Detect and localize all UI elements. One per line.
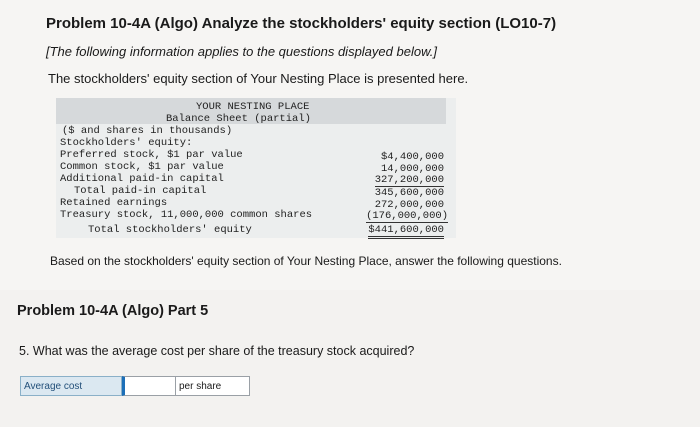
- row-label: Total paid-in capital: [74, 185, 207, 197]
- row-amount: 14,000,000: [380, 163, 444, 175]
- average-cost-label: Average cost: [20, 376, 122, 396]
- row-amount: 345,600,000: [374, 187, 444, 199]
- problem-title: Problem 10-4A (Algo) Analyze the stockholders' equity section (LO10-7): [46, 15, 557, 32]
- row-amount: 327,200,000: [374, 174, 444, 186]
- balance-sheet-subtitle: Balance Sheet (partial): [166, 113, 311, 125]
- row-amount: $4,400,000: [380, 151, 444, 163]
- question-text: 5. What was the average cost per share of the treasury stock acquired?: [19, 344, 415, 358]
- average-cost-input[interactable]: [122, 376, 176, 396]
- row-label: Treasury stock, 11,000,000 common shares: [60, 209, 313, 221]
- row-label: Preferred stock, $1 par value: [60, 149, 243, 161]
- section-heading: Stockholders' equity:: [60, 137, 193, 149]
- company-name: YOUR NESTING PLACE: [196, 101, 310, 113]
- problem-note: [The following information applies to the questions displayed below.]: [46, 44, 437, 59]
- question-intro: Based on the stockholders' equity section of Your Nesting Place, answer the following questions.: [50, 254, 562, 268]
- row-label: Common stock, $1 par value: [60, 161, 224, 173]
- row-label: Additional paid-in capital: [60, 173, 224, 185]
- row-amount: 272,000,000: [374, 199, 444, 211]
- units-note: ($ and shares in thousands): [62, 125, 233, 137]
- row-amount: (176,000,000): [366, 210, 448, 222]
- row-label: Total stockholders' equity: [88, 224, 252, 236]
- per-share-unit: per share: [176, 376, 250, 396]
- problem-intro: The stockholders' equity section of Your Nesting Place is presented here.: [48, 71, 469, 86]
- answer-row: [20, 376, 250, 396]
- part-title: Problem 10-4A (Algo) Part 5: [17, 303, 209, 319]
- balance-sheet: [56, 98, 456, 238]
- row-label: Retained earnings: [60, 197, 168, 209]
- row-amount: $441,600,000: [368, 224, 444, 239]
